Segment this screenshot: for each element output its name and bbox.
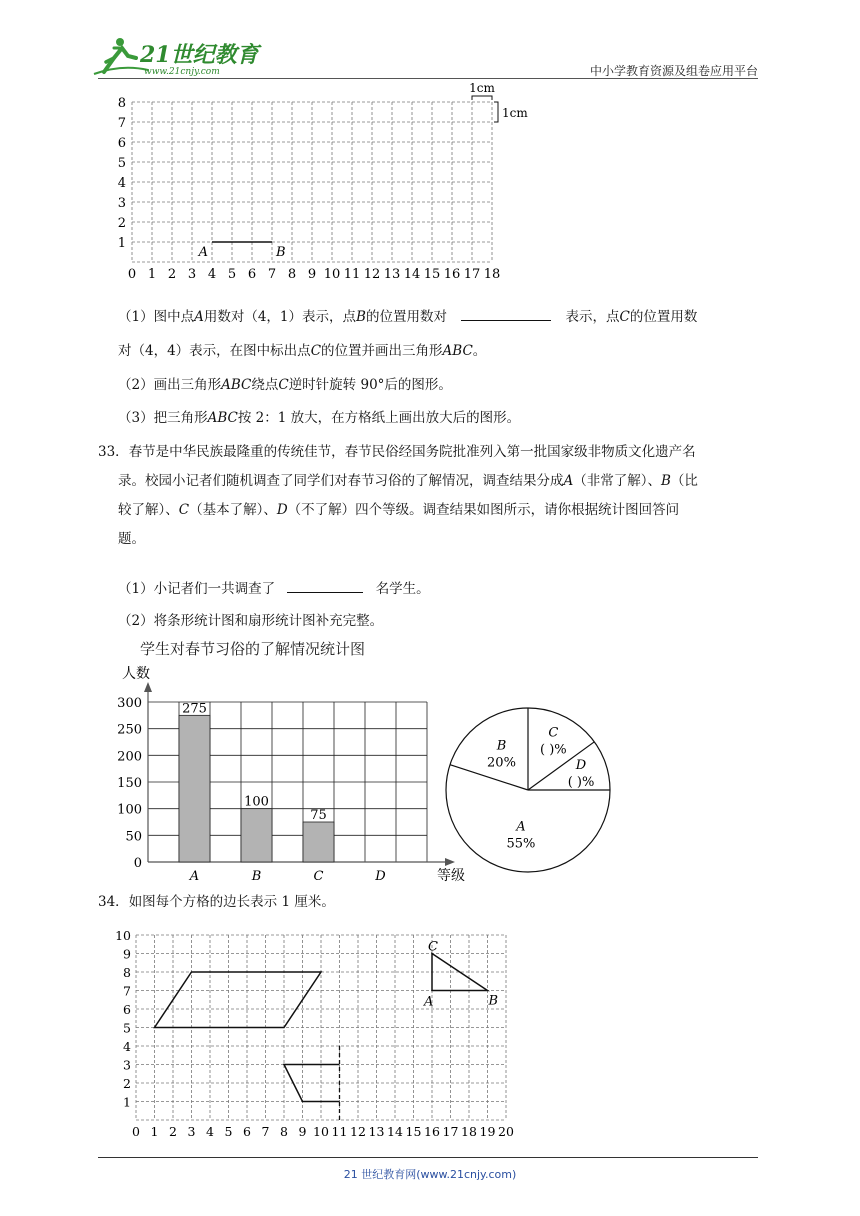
x-tick-label: 15 bbox=[405, 1124, 422, 1139]
x-tick-label: 8 bbox=[287, 267, 297, 282]
x-tick-label: 6 bbox=[247, 267, 257, 282]
x-tick-label: 3 bbox=[187, 267, 197, 282]
x-tick-label: 14 bbox=[403, 267, 421, 282]
y-tick-label: 3 bbox=[117, 196, 126, 211]
y-tick-label: 2 bbox=[123, 1076, 131, 1091]
bar-b bbox=[241, 809, 272, 862]
y-tick-label: 9 bbox=[123, 946, 131, 962]
x-tick-label: 3 bbox=[187, 1124, 196, 1139]
x-tick-label: 2 bbox=[169, 1124, 177, 1139]
y-tick-label: 8 bbox=[123, 965, 131, 980]
q33-sub1: （1）小记者们一共调查了 名学生。 bbox=[118, 578, 768, 600]
x-tick-label: 11 bbox=[343, 267, 361, 282]
pie-label-a: A bbox=[516, 819, 526, 835]
answer-blank-total[interactable] bbox=[287, 578, 363, 593]
y-tick-label: 250 bbox=[117, 722, 142, 738]
x-tick-label: 6 bbox=[243, 1124, 251, 1139]
q32-part3: （3）把三角形ABC按 2：1 放大，在方格纸上画出放大后的图形。 bbox=[118, 410, 521, 426]
point-b-label: B bbox=[276, 245, 286, 260]
data-label-c: 75 bbox=[310, 808, 327, 823]
q32-part1-line2: 对（4，4）表示，在图中标出点C的位置并画出三角形ABC。 bbox=[118, 343, 487, 359]
y-tick-label: 7 bbox=[117, 116, 126, 131]
y-tick-label: 4 bbox=[123, 1039, 131, 1054]
x-tick-label: 8 bbox=[280, 1124, 288, 1139]
x-tick-label: 4 bbox=[207, 267, 217, 282]
scale-bracket-h bbox=[472, 96, 492, 100]
category-label-b: B bbox=[251, 869, 262, 884]
x-tick-label: 7 bbox=[267, 267, 277, 282]
y-tick-label: 1 bbox=[117, 236, 126, 251]
y-tick-label: 3 bbox=[123, 1057, 131, 1073]
x-tick-label: 13 bbox=[383, 267, 401, 282]
y-tick-label: 7 bbox=[123, 983, 131, 999]
triangle-label-c: C bbox=[428, 939, 438, 955]
category-label-c: C bbox=[313, 869, 324, 884]
y-tick-label: 5 bbox=[123, 1020, 131, 1036]
pie-value-c: ( )% bbox=[539, 742, 567, 758]
triangle-abc bbox=[432, 954, 488, 991]
x-tick-label: 12 bbox=[363, 267, 381, 282]
x-tick-label: 16 bbox=[424, 1124, 440, 1139]
x-tick-label: 10 bbox=[323, 267, 341, 282]
pie-value-a: 55% bbox=[506, 836, 536, 852]
pie-value-d: ( )% bbox=[567, 774, 595, 790]
scale-label-h: 1cm bbox=[469, 81, 495, 95]
y-tick-label: 4 bbox=[117, 176, 126, 191]
data-label-b: 100 bbox=[244, 794, 269, 810]
coordinate-grid-2 bbox=[112, 924, 532, 1144]
x-tick-label: 1 bbox=[150, 1124, 159, 1139]
x-axis-label: 等级 bbox=[437, 868, 465, 884]
y-tick-label: 6 bbox=[123, 1002, 131, 1017]
x-tick-label: 15 bbox=[423, 267, 441, 282]
x-tick-label: 19 bbox=[479, 1124, 496, 1139]
q33-paragraph: 33．春节是中华民族最隆重的传统佳节，春节民俗经国务院批准列入第一批国家级非物质文化遗产名 录。校园小记者们随机调查了同学们对春节习俗的了解情况，调查结果分成A（非常了解）、B（比 较了解）、C（基本了解）、D（不了解）四个等级。调查结果如图所示，请你根据统计图回答问 题。 bbox=[98, 444, 698, 547]
pie-label-c: C bbox=[548, 725, 559, 741]
bar-c bbox=[303, 822, 334, 862]
x-tick-label: 2 bbox=[167, 267, 177, 282]
chart-title: 学生对春节习俗的了解情况统计图 bbox=[140, 640, 366, 658]
footer-text: 21 世纪教育网(www.21cnjy.com) bbox=[343, 1168, 517, 1181]
y-tick-label: 6 bbox=[117, 136, 126, 151]
x-tick-label: 18 bbox=[483, 267, 501, 282]
pie-label-d: D bbox=[575, 757, 587, 773]
parallelogram bbox=[155, 972, 322, 1028]
x-tick-label: 20 bbox=[498, 1124, 514, 1139]
x-tick-label: 17 bbox=[463, 267, 481, 282]
y-tick-label: 5 bbox=[117, 156, 126, 171]
y-tick-label: 50 bbox=[125, 829, 142, 845]
coordinate-grid-1 bbox=[112, 81, 542, 306]
q33-sub2: （2）将条形统计图和扇形统计图补充完整。 bbox=[118, 613, 384, 629]
q32-part2: （2）画出三角形ABC绕点C逆时针旋转 90°后的图形。 bbox=[118, 377, 452, 393]
y-axis-arrow-icon bbox=[144, 682, 152, 692]
y-tick-label: 0 bbox=[133, 856, 142, 871]
x-tick-label: 14 bbox=[387, 1124, 403, 1139]
y-tick-label: 8 bbox=[117, 96, 126, 111]
x-tick-label: 7 bbox=[261, 1124, 270, 1139]
x-tick-label: 5 bbox=[227, 267, 237, 282]
scale-label-v: 1cm bbox=[502, 106, 528, 120]
y-tick-label: 150 bbox=[117, 776, 142, 791]
category-label-a: A bbox=[189, 869, 200, 884]
y-tick-label: 100 bbox=[117, 802, 142, 818]
triangle-label-b: B bbox=[488, 993, 499, 1009]
y-tick-label: 2 bbox=[117, 216, 126, 231]
pie-chart bbox=[440, 694, 620, 884]
bar-a bbox=[179, 715, 210, 862]
logo-url: www.21cnjy.com bbox=[144, 67, 220, 77]
logo-text: 21世纪教育 bbox=[140, 42, 259, 68]
y-axis-label: 人数 bbox=[122, 666, 150, 682]
x-tick-label: 9 bbox=[307, 267, 317, 282]
pie-label-b: B bbox=[496, 738, 507, 754]
x-tick-label: 18 bbox=[461, 1124, 477, 1139]
scale-bracket-v bbox=[494, 102, 498, 122]
x-tick-label: 0 bbox=[127, 267, 137, 282]
q32-part1-line1: （1）图中点A用数对（4，1）表示，点B的位置用数对 表示，点C的位置用数 bbox=[118, 306, 768, 328]
q34-text: 34．如图每个方格的边长表示 1 厘米。 bbox=[98, 894, 335, 910]
data-label-a: 275 bbox=[182, 701, 207, 717]
x-tick-label: 9 bbox=[298, 1124, 307, 1139]
x-tick-label: 0 bbox=[132, 1124, 140, 1139]
point-a-label: A bbox=[198, 245, 208, 260]
answer-blank-b[interactable] bbox=[461, 306, 551, 321]
x-tick-label: 11 bbox=[331, 1124, 348, 1139]
x-tick-label: 5 bbox=[224, 1124, 233, 1139]
site-logo bbox=[92, 34, 272, 78]
triangle-label-a: A bbox=[424, 994, 434, 1010]
platform-name: 中小学教育资源及组卷应用平台 bbox=[589, 64, 758, 78]
x-tick-label: 10 bbox=[313, 1124, 329, 1139]
header-divider bbox=[98, 78, 758, 79]
y-tick-label: 300 bbox=[117, 696, 142, 711]
x-tick-label: 1 bbox=[147, 267, 157, 282]
x-tick-label: 17 bbox=[442, 1124, 459, 1139]
category-label-d: D bbox=[375, 869, 386, 884]
x-tick-label: 13 bbox=[368, 1124, 385, 1139]
x-tick-label: 16 bbox=[443, 267, 461, 282]
footer-divider bbox=[98, 1157, 758, 1158]
x-tick-label: 4 bbox=[206, 1124, 214, 1139]
x-tick-label: 12 bbox=[350, 1124, 366, 1139]
y-tick-label: 200 bbox=[117, 749, 142, 765]
pie-value-b: 20% bbox=[487, 755, 516, 771]
y-tick-label: 10 bbox=[115, 928, 131, 943]
y-tick-label: 1 bbox=[123, 1094, 131, 1110]
